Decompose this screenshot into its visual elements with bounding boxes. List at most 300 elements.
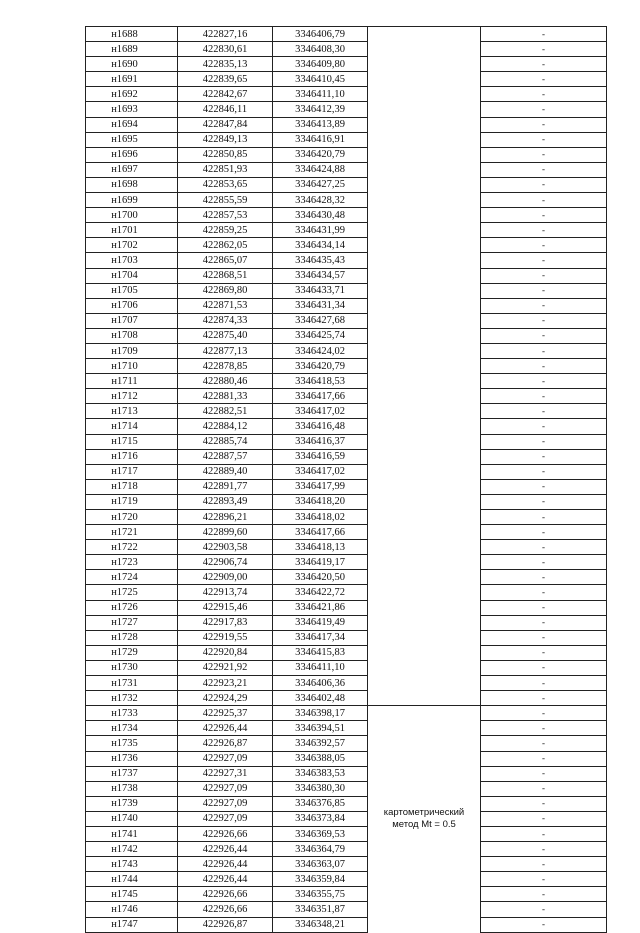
x-coordinate-cell: 422903,58 [178, 540, 273, 555]
table-row [86, 917, 607, 932]
y-coordinate-cell: 3346348,21 [273, 917, 368, 932]
point-name-cell: н1744 [86, 872, 178, 887]
y-coordinate-cell: 3346420,50 [273, 570, 368, 585]
point-name-cell: н1695 [86, 132, 178, 147]
point-name-cell: н1742 [86, 842, 178, 857]
point-name-cell: н1731 [86, 676, 178, 691]
table-row [86, 796, 607, 811]
description-cell: - [481, 585, 607, 600]
description-cell: - [481, 117, 607, 132]
y-coordinate-cell: 3346413,89 [273, 117, 368, 132]
table-row [86, 42, 607, 57]
description-cell: - [481, 238, 607, 253]
description-cell: - [481, 208, 607, 223]
x-coordinate-cell: 422885,74 [178, 434, 273, 449]
point-name-cell: н1719 [86, 494, 178, 509]
x-coordinate-cell: 422927,09 [178, 751, 273, 766]
x-coordinate-cell: 422889,40 [178, 464, 273, 479]
table-row [86, 691, 607, 706]
y-coordinate-cell: 3346369,53 [273, 826, 368, 841]
table-row [86, 359, 607, 374]
x-coordinate-cell: 422920,84 [178, 645, 273, 660]
y-coordinate-cell: 3346433,71 [273, 283, 368, 298]
point-name-cell: н1690 [86, 57, 178, 72]
x-coordinate-cell: 422896,21 [178, 510, 273, 525]
description-cell: - [481, 600, 607, 615]
table-row [86, 162, 607, 177]
y-coordinate-cell: 3346431,34 [273, 298, 368, 313]
x-coordinate-cell: 422880,46 [178, 374, 273, 389]
y-coordinate-cell: 3346376,85 [273, 796, 368, 811]
description-cell: - [481, 902, 607, 917]
x-coordinate-cell: 422927,09 [178, 811, 273, 826]
point-name-cell: н1715 [86, 434, 178, 449]
point-name-cell: н1691 [86, 72, 178, 87]
x-coordinate-cell: 422853,65 [178, 177, 273, 192]
point-name-cell: н1733 [86, 706, 178, 721]
x-coordinate-cell: 422887,57 [178, 449, 273, 464]
y-coordinate-cell: 3346417,66 [273, 389, 368, 404]
description-cell: - [481, 494, 607, 509]
description-cell: - [481, 887, 607, 902]
table-row [86, 464, 607, 479]
point-name-cell: н1702 [86, 238, 178, 253]
table-row [86, 902, 607, 917]
y-coordinate-cell: 3346417,66 [273, 525, 368, 540]
description-cell: - [481, 343, 607, 358]
y-coordinate-cell: 3346418,20 [273, 494, 368, 509]
method-label: картометрический [383, 807, 465, 819]
table-row [86, 343, 607, 358]
x-coordinate-cell: 422909,00 [178, 570, 273, 585]
y-coordinate-cell: 3346417,02 [273, 464, 368, 479]
point-name-cell: н1730 [86, 660, 178, 675]
table-row [86, 630, 607, 645]
point-name-cell: н1688 [86, 27, 178, 42]
table-row [86, 555, 607, 570]
y-coordinate-cell: 3346420,79 [273, 147, 368, 162]
y-coordinate-cell: 3346402,48 [273, 691, 368, 706]
table-row [86, 811, 607, 826]
y-coordinate-cell: 3346394,51 [273, 721, 368, 736]
point-name-cell: н1707 [86, 313, 178, 328]
point-name-cell: н1698 [86, 177, 178, 192]
point-name-cell: н1714 [86, 419, 178, 434]
x-coordinate-cell: 422871,53 [178, 298, 273, 313]
y-coordinate-cell: 3346355,75 [273, 887, 368, 902]
table-row [86, 223, 607, 238]
x-coordinate-cell: 422906,74 [178, 555, 273, 570]
description-cell: - [481, 328, 607, 343]
point-name-cell: н1716 [86, 449, 178, 464]
table-row [86, 826, 607, 841]
x-coordinate-cell: 422884,12 [178, 419, 273, 434]
description-cell: - [481, 615, 607, 630]
description-cell: - [481, 313, 607, 328]
x-coordinate-cell: 422921,92 [178, 660, 273, 675]
point-name-cell: н1693 [86, 102, 178, 117]
description-cell: - [481, 842, 607, 857]
description-cell: - [481, 162, 607, 177]
y-coordinate-cell: 3346417,34 [273, 630, 368, 645]
table-row [86, 389, 607, 404]
table-row [86, 857, 607, 872]
table-row [86, 102, 607, 117]
x-coordinate-cell: 422893,49 [178, 494, 273, 509]
table-row [86, 600, 607, 615]
description-cell: - [481, 389, 607, 404]
table-row [86, 27, 607, 42]
y-coordinate-cell: 3346431,99 [273, 223, 368, 238]
x-coordinate-cell: 422926,44 [178, 857, 273, 872]
description-cell: - [481, 147, 607, 162]
table-row [86, 419, 607, 434]
description-cell: - [481, 826, 607, 841]
x-coordinate-cell: 422846,11 [178, 102, 273, 117]
x-coordinate-cell: 422926,44 [178, 842, 273, 857]
description-cell: - [481, 570, 607, 585]
point-name-cell: н1721 [86, 525, 178, 540]
point-name-cell: н1692 [86, 87, 178, 102]
table-row [86, 736, 607, 751]
y-coordinate-cell: 3346419,17 [273, 555, 368, 570]
table-body [86, 27, 607, 933]
y-coordinate-cell: 3346359,84 [273, 872, 368, 887]
y-coordinate-cell: 3346425,74 [273, 328, 368, 343]
table-row [86, 404, 607, 419]
table-row [86, 766, 607, 781]
description-cell: - [481, 479, 607, 494]
description-cell: - [481, 132, 607, 147]
description-cell: - [481, 736, 607, 751]
table-row [86, 540, 607, 555]
point-name-cell: н1747 [86, 917, 178, 932]
point-name-cell: н1709 [86, 343, 178, 358]
x-coordinate-cell: 422868,51 [178, 268, 273, 283]
description-cell: - [481, 57, 607, 72]
y-coordinate-cell: 3346428,32 [273, 193, 368, 208]
y-coordinate-cell: 3346422,72 [273, 585, 368, 600]
y-coordinate-cell: 3346380,30 [273, 781, 368, 796]
point-name-cell: н1745 [86, 887, 178, 902]
point-name-cell: н1725 [86, 585, 178, 600]
x-coordinate-cell: 422875,40 [178, 328, 273, 343]
point-name-cell: н1708 [86, 328, 178, 343]
y-coordinate-cell: 3346415,83 [273, 645, 368, 660]
description-cell: - [481, 857, 607, 872]
table-row [86, 313, 607, 328]
x-coordinate-cell: 422878,85 [178, 359, 273, 374]
table-row [86, 887, 607, 902]
point-name-cell: н1706 [86, 298, 178, 313]
point-name-cell: н1740 [86, 811, 178, 826]
table-row [86, 510, 607, 525]
table-row [86, 479, 607, 494]
table-row [86, 87, 607, 102]
point-name-cell: н1700 [86, 208, 178, 223]
x-coordinate-cell: 422926,87 [178, 917, 273, 932]
y-coordinate-cell: 3346434,57 [273, 268, 368, 283]
description-cell: - [481, 359, 607, 374]
y-coordinate-cell: 3346417,02 [273, 404, 368, 419]
y-coordinate-cell: 3346419,49 [273, 615, 368, 630]
x-coordinate-cell: 422865,07 [178, 253, 273, 268]
description-cell: - [481, 706, 607, 721]
point-name-cell: н1712 [86, 389, 178, 404]
x-coordinate-cell: 422913,74 [178, 585, 273, 600]
x-coordinate-cell: 422927,09 [178, 781, 273, 796]
description-cell: - [481, 872, 607, 887]
y-coordinate-cell: 3346363,07 [273, 857, 368, 872]
point-name-cell: н1723 [86, 555, 178, 570]
point-name-cell: н1736 [86, 751, 178, 766]
description-cell: - [481, 434, 607, 449]
y-coordinate-cell: 3346412,39 [273, 102, 368, 117]
table-row [86, 238, 607, 253]
table-row [86, 842, 607, 857]
description-cell: - [481, 268, 607, 283]
y-coordinate-cell: 3346420,79 [273, 359, 368, 374]
y-coordinate-cell: 3346427,68 [273, 313, 368, 328]
table-row [86, 328, 607, 343]
description-cell: - [481, 72, 607, 87]
table-row [86, 570, 607, 585]
table-row [86, 585, 607, 600]
x-coordinate-cell: 422923,21 [178, 676, 273, 691]
point-name-cell: н1735 [86, 736, 178, 751]
y-coordinate-cell: 3346398,17 [273, 706, 368, 721]
table-row [86, 177, 607, 192]
point-name-cell: н1720 [86, 510, 178, 525]
x-coordinate-cell: 422850,85 [178, 147, 273, 162]
description-cell: - [481, 721, 607, 736]
table-row [86, 117, 607, 132]
point-name-cell: н1734 [86, 721, 178, 736]
description-cell: - [481, 404, 607, 419]
table-row [86, 283, 607, 298]
method-cell-upper [368, 27, 481, 706]
point-name-cell: н1739 [86, 796, 178, 811]
point-name-cell: н1732 [86, 691, 178, 706]
y-coordinate-cell: 3346418,02 [273, 510, 368, 525]
description-cell: - [481, 917, 607, 932]
y-coordinate-cell: 3346411,10 [273, 660, 368, 675]
point-name-cell: н1746 [86, 902, 178, 917]
description-cell: - [481, 374, 607, 389]
point-name-cell: н1727 [86, 615, 178, 630]
point-name-cell: н1726 [86, 600, 178, 615]
description-cell: - [481, 193, 607, 208]
table-row [86, 147, 607, 162]
y-coordinate-cell: 3346434,14 [273, 238, 368, 253]
x-coordinate-cell: 422847,84 [178, 117, 273, 132]
point-name-cell: н1705 [86, 283, 178, 298]
y-coordinate-cell: 3346364,79 [273, 842, 368, 857]
description-cell: - [481, 253, 607, 268]
point-name-cell: н1741 [86, 826, 178, 841]
description-cell: - [481, 540, 607, 555]
x-coordinate-cell: 422862,05 [178, 238, 273, 253]
point-name-cell: н1722 [86, 540, 178, 555]
point-name-cell: н1710 [86, 359, 178, 374]
description-cell: - [481, 525, 607, 540]
table-row [86, 132, 607, 147]
coordinates-table [85, 26, 607, 933]
table-row [86, 253, 607, 268]
x-coordinate-cell: 422851,93 [178, 162, 273, 177]
table-row [86, 676, 607, 691]
description-cell: - [481, 781, 607, 796]
y-coordinate-cell: 3346421,86 [273, 600, 368, 615]
point-name-cell: н1694 [86, 117, 178, 132]
x-coordinate-cell: 422859,25 [178, 223, 273, 238]
y-coordinate-cell: 3346351,87 [273, 902, 368, 917]
table-row [86, 872, 607, 887]
x-coordinate-cell: 422919,55 [178, 630, 273, 645]
description-cell: - [481, 766, 607, 781]
x-coordinate-cell: 422869,80 [178, 283, 273, 298]
y-coordinate-cell: 3346392,57 [273, 736, 368, 751]
description-cell: - [481, 419, 607, 434]
point-name-cell: н1717 [86, 464, 178, 479]
table-row [86, 57, 607, 72]
description-cell: - [481, 87, 607, 102]
x-coordinate-cell: 422877,13 [178, 343, 273, 358]
x-coordinate-cell: 422849,13 [178, 132, 273, 147]
table-row [86, 494, 607, 509]
y-coordinate-cell: 3346416,59 [273, 449, 368, 464]
description-cell: - [481, 42, 607, 57]
y-coordinate-cell: 3346406,79 [273, 27, 368, 42]
x-coordinate-cell: 422891,77 [178, 479, 273, 494]
y-coordinate-cell: 3346408,30 [273, 42, 368, 57]
method-accuracy: метод Mt = 0.5 [392, 819, 456, 831]
table-row [86, 751, 607, 766]
point-name-cell: н1701 [86, 223, 178, 238]
table-row [86, 374, 607, 389]
point-name-cell: н1697 [86, 162, 178, 177]
x-coordinate-cell: 422926,44 [178, 721, 273, 736]
x-coordinate-cell: 422882,51 [178, 404, 273, 419]
point-name-cell: н1696 [86, 147, 178, 162]
point-name-cell: н1689 [86, 42, 178, 57]
point-name-cell: н1738 [86, 781, 178, 796]
point-name-cell: н1711 [86, 374, 178, 389]
y-coordinate-cell: 3346416,48 [273, 419, 368, 434]
description-cell: - [481, 298, 607, 313]
x-coordinate-cell: 422839,65 [178, 72, 273, 87]
table-row [86, 72, 607, 87]
description-cell: - [481, 796, 607, 811]
method-cell [368, 706, 481, 932]
table-row [86, 193, 607, 208]
x-coordinate-cell: 422835,13 [178, 57, 273, 72]
description-cell: - [481, 449, 607, 464]
point-name-cell: н1724 [86, 570, 178, 585]
description-cell: - [481, 645, 607, 660]
description-cell: - [481, 751, 607, 766]
description-cell: - [481, 660, 607, 675]
y-coordinate-cell: 3346435,43 [273, 253, 368, 268]
table-row [86, 208, 607, 223]
x-coordinate-cell: 422926,66 [178, 902, 273, 917]
y-coordinate-cell: 3346406,36 [273, 676, 368, 691]
point-name-cell: н1704 [86, 268, 178, 283]
x-coordinate-cell: 422926,87 [178, 736, 273, 751]
point-name-cell: н1699 [86, 193, 178, 208]
y-coordinate-cell: 3346430,48 [273, 208, 368, 223]
point-name-cell: н1728 [86, 630, 178, 645]
x-coordinate-cell: 422855,59 [178, 193, 273, 208]
table-row [86, 525, 607, 540]
x-coordinate-cell: 422881,33 [178, 389, 273, 404]
table-row [86, 706, 607, 721]
description-cell: - [481, 223, 607, 238]
x-coordinate-cell: 422927,09 [178, 796, 273, 811]
table-row [86, 449, 607, 464]
x-coordinate-cell: 422874,33 [178, 313, 273, 328]
table-row [86, 660, 607, 675]
x-coordinate-cell: 422925,37 [178, 706, 273, 721]
y-coordinate-cell: 3346410,45 [273, 72, 368, 87]
table-row [86, 298, 607, 313]
description-cell: - [481, 691, 607, 706]
x-coordinate-cell: 422915,46 [178, 600, 273, 615]
x-coordinate-cell: 422927,31 [178, 766, 273, 781]
x-coordinate-cell: 422926,44 [178, 872, 273, 887]
description-cell: - [481, 464, 607, 479]
x-coordinate-cell: 422917,83 [178, 615, 273, 630]
y-coordinate-cell: 3346418,53 [273, 374, 368, 389]
x-coordinate-cell: 422827,16 [178, 27, 273, 42]
x-coordinate-cell: 422926,66 [178, 887, 273, 902]
y-coordinate-cell: 3346416,37 [273, 434, 368, 449]
x-coordinate-cell: 422899,60 [178, 525, 273, 540]
y-coordinate-cell: 3346383,53 [273, 766, 368, 781]
table-row [86, 721, 607, 736]
y-coordinate-cell: 3346418,13 [273, 540, 368, 555]
y-coordinate-cell: 3346424,88 [273, 162, 368, 177]
point-name-cell: н1729 [86, 645, 178, 660]
table-row [86, 645, 607, 660]
point-name-cell: н1713 [86, 404, 178, 419]
x-coordinate-cell: 422842,67 [178, 87, 273, 102]
description-cell: - [481, 283, 607, 298]
description-cell: - [481, 177, 607, 192]
x-coordinate-cell: 422830,61 [178, 42, 273, 57]
description-cell: - [481, 676, 607, 691]
y-coordinate-cell: 3346409,80 [273, 57, 368, 72]
description-cell: - [481, 510, 607, 525]
table-row [86, 434, 607, 449]
table-row [86, 781, 607, 796]
y-coordinate-cell: 3346424,02 [273, 343, 368, 358]
description-cell: - [481, 630, 607, 645]
description-cell: - [481, 811, 607, 826]
table-row [86, 615, 607, 630]
point-name-cell: н1718 [86, 479, 178, 494]
table-row [86, 268, 607, 283]
y-coordinate-cell: 3346373,84 [273, 811, 368, 826]
x-coordinate-cell: 422857,53 [178, 208, 273, 223]
y-coordinate-cell: 3346388,05 [273, 751, 368, 766]
x-coordinate-cell: 422924,29 [178, 691, 273, 706]
point-name-cell: н1743 [86, 857, 178, 872]
x-coordinate-cell: 422926,66 [178, 826, 273, 841]
point-name-cell: н1703 [86, 253, 178, 268]
y-coordinate-cell: 3346411,10 [273, 87, 368, 102]
y-coordinate-cell: 3346416,91 [273, 132, 368, 147]
